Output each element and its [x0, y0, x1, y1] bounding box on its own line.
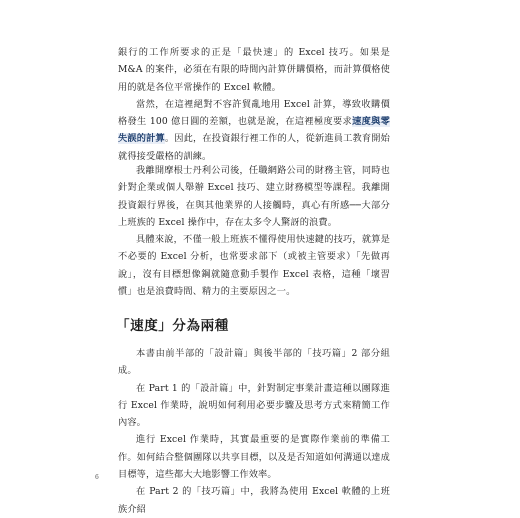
highlighted-phrase: 速度與零失誤的計算: [118, 116, 390, 145]
body-text-top: [118, 44, 390, 165]
paragraph: [118, 96, 390, 165]
paragraph-text: 當然，在這裡絕對不容許貿亂地用 Excel 計算，導致收購價格發生 100 億日圓的差額，也就是說，在這裡極度要求: [118, 98, 390, 128]
body-text-bottom: [118, 345, 390, 518]
body-text-middle: [118, 162, 390, 300]
paragraph: 在 Part 2 的「技巧篇」中，我將為使用 Excel 軟體的上班族介紹: [118, 486, 390, 515]
page-number: 6: [95, 474, 99, 481]
paragraph: 我離開摩根士丹利公司後，任職網路公司的財務主管，同時也針對企業或個人舉辦 Excel 技巧、建立財務模型等課程。我離開投資銀行界後，在與其他業界的人接觸時，真心有所感──大部分上班族的 Excel 操作中，存在太多令人驚訝的浪費。: [118, 165, 390, 228]
paragraph: 具體來說，不僅一般上班族不懂得使用快速鍵的技巧，就算是不必要的 Excel 分析，也常要求部下（或被主管要求）「先做再說」，沒有目標想像鋼就隨意動手製作 Excel 表格，這種「壞習慣」也是浪費時間、精力的主要原因之一。: [118, 234, 390, 298]
paragraph: 本書由前半部的「設計篇」與後半部的「技巧篇」2 部分組成。: [118, 348, 390, 377]
paragraph: 銀行的工作所要求的正是「最快速」的 Excel 技巧。如果是 M&A 的案件，必須在有限的時間內計算併購價格，而計算價格使用的就是各位平常操作的 Excel 軟體。: [118, 47, 390, 93]
paragraph-text: 。因此，在投資銀行裡工作的人，從新進員工教育開始就得接受嚴格的訓練。: [118, 133, 390, 162]
paragraph: 進行 Excel 作業時，其實最重要的是實際作業前的準備工作。如何結合整個團隊以共享目標，以及是否知道如何溝通以達成目標等，這些都大大地影響工作效率。: [118, 434, 390, 481]
section-heading: 「速度」分為兩種: [116, 318, 229, 334]
paragraph: 在 Part 1 的「設計篇」中，針對制定事業計畫這種以團隊進行 Excel 作業時，說明如何利用必要步驟及思考方式來精簡工作內容。: [118, 382, 390, 429]
